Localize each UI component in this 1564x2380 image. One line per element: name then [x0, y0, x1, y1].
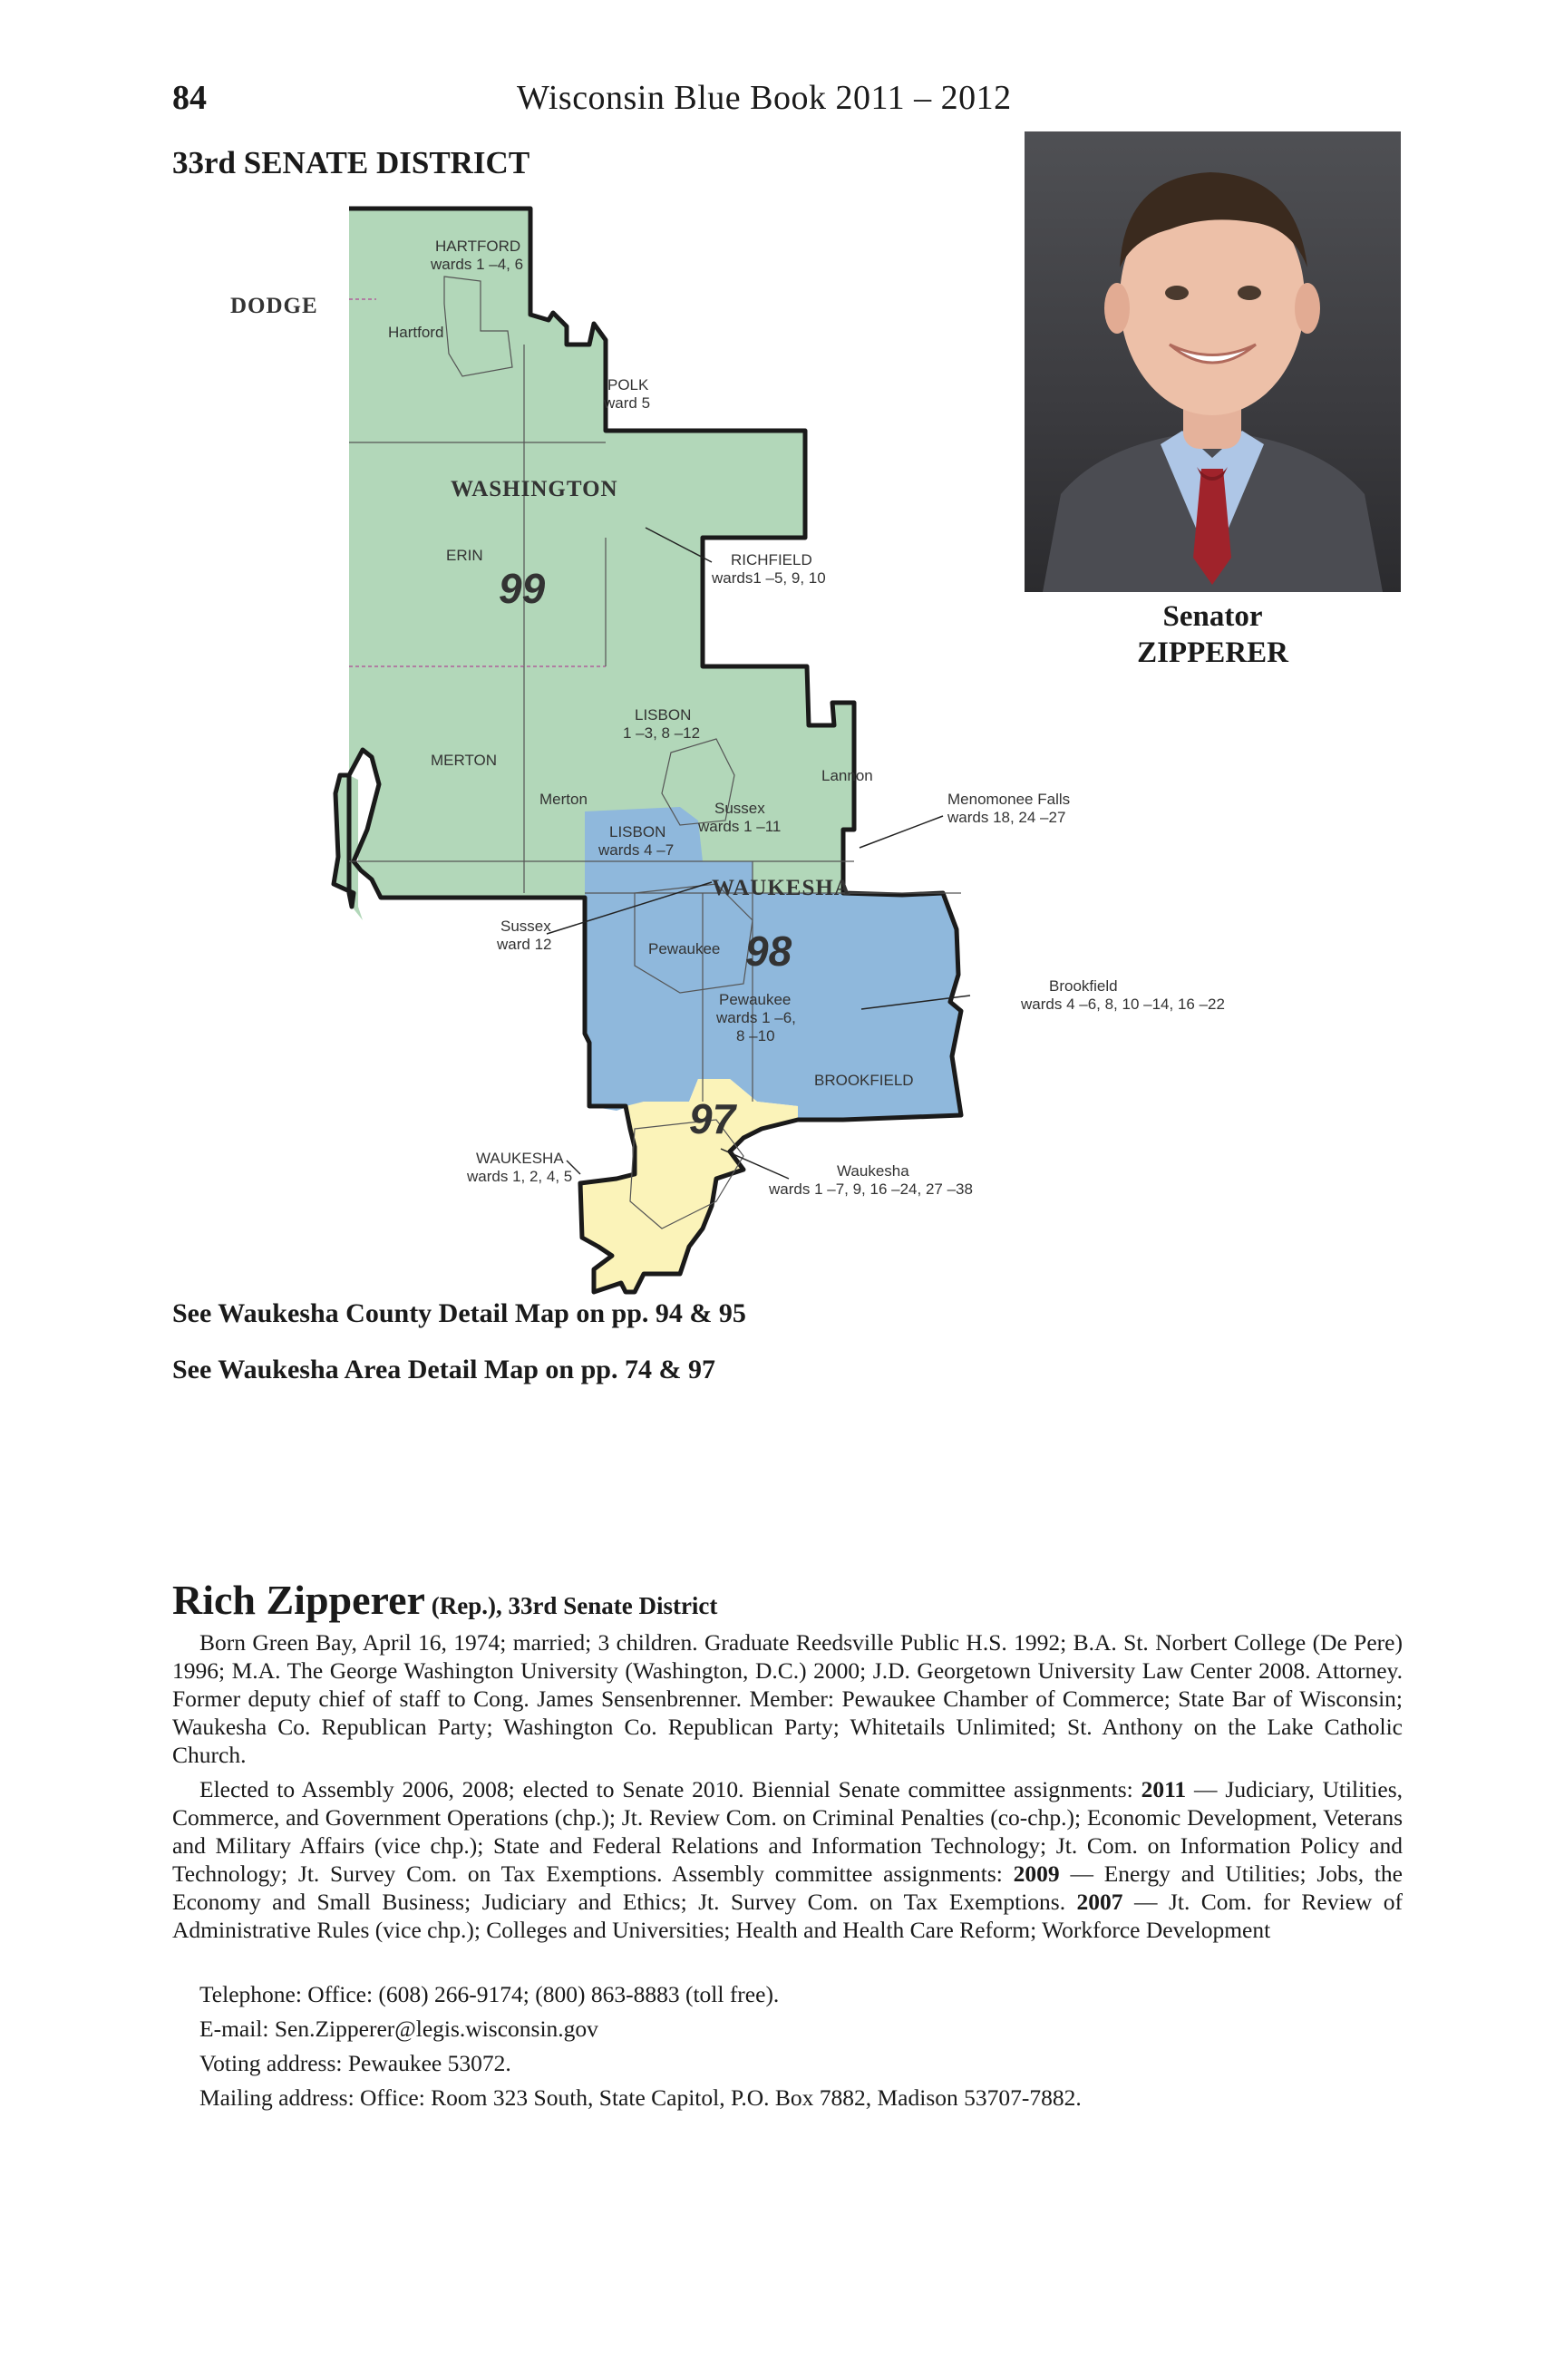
committee-text-part: — Jt. Com. for Review of Administrative Rules (vice chp.); Colleges and Universities; Health and Health Care Reform; Workforce Development: [172, 1889, 1403, 1943]
county-map-reference: See Waukesha County Detail Map on pp. 94 & 95: [172, 1298, 746, 1328]
committee-text-part: — Energy and Utilities; Jobs, the Economy and Small Business; Judiciary and Ethics; Jt. Survey Com. on Tax Exemptions.: [172, 1860, 1404, 1915]
area-map-reference: See Waukesha Area Detail Map on pp. 74 & 97: [172, 1355, 715, 1384]
label-lisbon-south-wards: wards 4 –7: [598, 841, 675, 859]
label-lannon: Lannon: [821, 767, 873, 784]
label-pewaukee-wards-name: Pewaukee: [719, 991, 792, 1008]
district-title: 33rd SENATE DISTRICT: [172, 145, 530, 180]
county-label-waukesha: WAUKESHA: [712, 876, 851, 900]
bio-heading: [172, 1576, 717, 1624]
label-menomonee-falls: Menomonee Falls: [947, 791, 1071, 808]
label-richfield-wards: wards1 –5, 9, 10: [712, 569, 826, 587]
label-waukesha-city-wards: wards 1 –7, 9, 16 –24, 27 –38: [769, 1180, 973, 1198]
label-richfield: RICHFIELD: [731, 551, 812, 568]
label-waukesha-town-wards: wards 1, 2, 4, 5: [467, 1168, 573, 1185]
assembly-district-97-label: 97: [689, 1095, 736, 1142]
email-line: E-mail: Sen.Zipperer@legis.wisconsin.gov: [199, 2016, 598, 2042]
label-waukesha-city: Waukesha: [837, 1162, 909, 1180]
county-label-dodge: DODGE: [230, 294, 318, 318]
label-sussex-ward12-ward: ward 12: [497, 936, 552, 953]
committee-text-part: Elected to Assembly 2006, 2008; elected to Senate 2010. Biennial Senate committee assignments:: [199, 1776, 1141, 1802]
label-brookfield-city: Brookfield: [1049, 977, 1118, 995]
label-merton-town: MERTON: [431, 752, 498, 769]
label-pewaukee-wards: wards 1 –6,: [716, 1009, 796, 1026]
running-head: Wisconsin Blue Book 2011 – 2012: [517, 79, 1012, 117]
label-waukesha-town: WAUKESHA: [476, 1150, 564, 1167]
telephone-line: Telephone: Office: (608) 266-9174; (800) 863-8883 (toll free).: [199, 1981, 780, 2007]
label-pewaukee-wards-2: 8 –10: [736, 1027, 775, 1044]
label-lisbon-south: LISBON: [609, 823, 666, 840]
label-brookfield-city-wards: wards 4 –6, 8, 10 –14, 16 –22: [1021, 996, 1225, 1013]
committee-text-part: — Judiciary, Utilities, Commerce, and Government Operations (chp.); Jt. Review Com. on Criminal Penalties (co-chp.); Economic Development, Veterans and Military Affairs (vice chp.); State and Federal Relations and Information Technology; Jt. Com. on Information Policy and Technology; Jt. Survey Com. on Tax Exemptions. Assembly committee assignments:: [172, 1776, 1403, 1887]
label-erin: ERIN: [446, 547, 483, 564]
voting-address-line: Voting address: Pewaukee 53072.: [199, 2050, 511, 2076]
portrait-illustration: [1025, 131, 1401, 592]
biography-paragraph: Born Green Bay, April 16, 1974; married; 3 children. Graduate Reedsville Public H.S. 1992; B.A. St. Norbert College (De Pere) 1996; M.A. The George Washington University (Washington, D.C.) 2000; J.D. Georgetown University Law Center 2008. Attorney. Former deputy chief of staff to Cong. James Sensenbrenner. Member: Pewaukee Chamber of Commerce; State Bar of Wisconsin; Waukesha Co. Republican Party; Washington Co. Republican Party; Whitetails Unlimited; St. Anthony on the Lake Catholic Church.: [172, 1629, 1403, 1768]
label-sussex-ward12: Sussex: [500, 918, 551, 935]
label-hartford-city: Hartford: [388, 324, 444, 341]
label-lisbon-north-wards: 1 –3, 8 –12: [623, 724, 701, 742]
committee-year: 2009: [1013, 1860, 1060, 1887]
photo-caption-name: ZIPPERER: [1137, 636, 1288, 669]
page-number: 84: [172, 79, 207, 117]
committee-paragraph: [172, 1775, 1403, 1944]
label-polk: POLK: [607, 376, 649, 393]
label-polk-wards: ward 5: [604, 394, 651, 412]
label-menomonee-falls-wards: wards 18, 24 –27: [947, 809, 1066, 826]
committee-year: 2007: [1076, 1889, 1123, 1915]
label-sussex-wards: wards 1 –11: [698, 818, 782, 835]
senator-photo: [1025, 131, 1401, 592]
assembly-district-98-label: 98: [745, 928, 792, 975]
photo-caption-title: Senator: [1162, 600, 1263, 633]
photo-caption: [1025, 598, 1401, 671]
label-pewaukee-city: Pewaukee: [648, 940, 721, 957]
senator-party-district: (Rep.), 33rd Senate District: [424, 1592, 718, 1619]
label-hartford-town-wards: wards 1 –4, 6: [431, 256, 524, 273]
senator-name: Rich Zipperer: [172, 1577, 425, 1623]
label-lisbon-north: LISBON: [635, 706, 692, 724]
label-sussex: Sussex: [714, 800, 765, 817]
committee-year: 2011: [1141, 1776, 1187, 1802]
label-brookfield-town: BROOKFIELD: [814, 1072, 914, 1089]
assembly-district-99-label: 99: [499, 565, 546, 612]
mailing-address-line: Mailing address: Office: Room 323 South, State Capitol, P.O. Box 7882, Madison 53707-7882.: [199, 2084, 1082, 2111]
county-label-washington: WASHINGTON: [451, 477, 618, 501]
label-merton-village: Merton: [539, 791, 588, 808]
label-hartford-town: HARTFORD: [435, 238, 521, 255]
